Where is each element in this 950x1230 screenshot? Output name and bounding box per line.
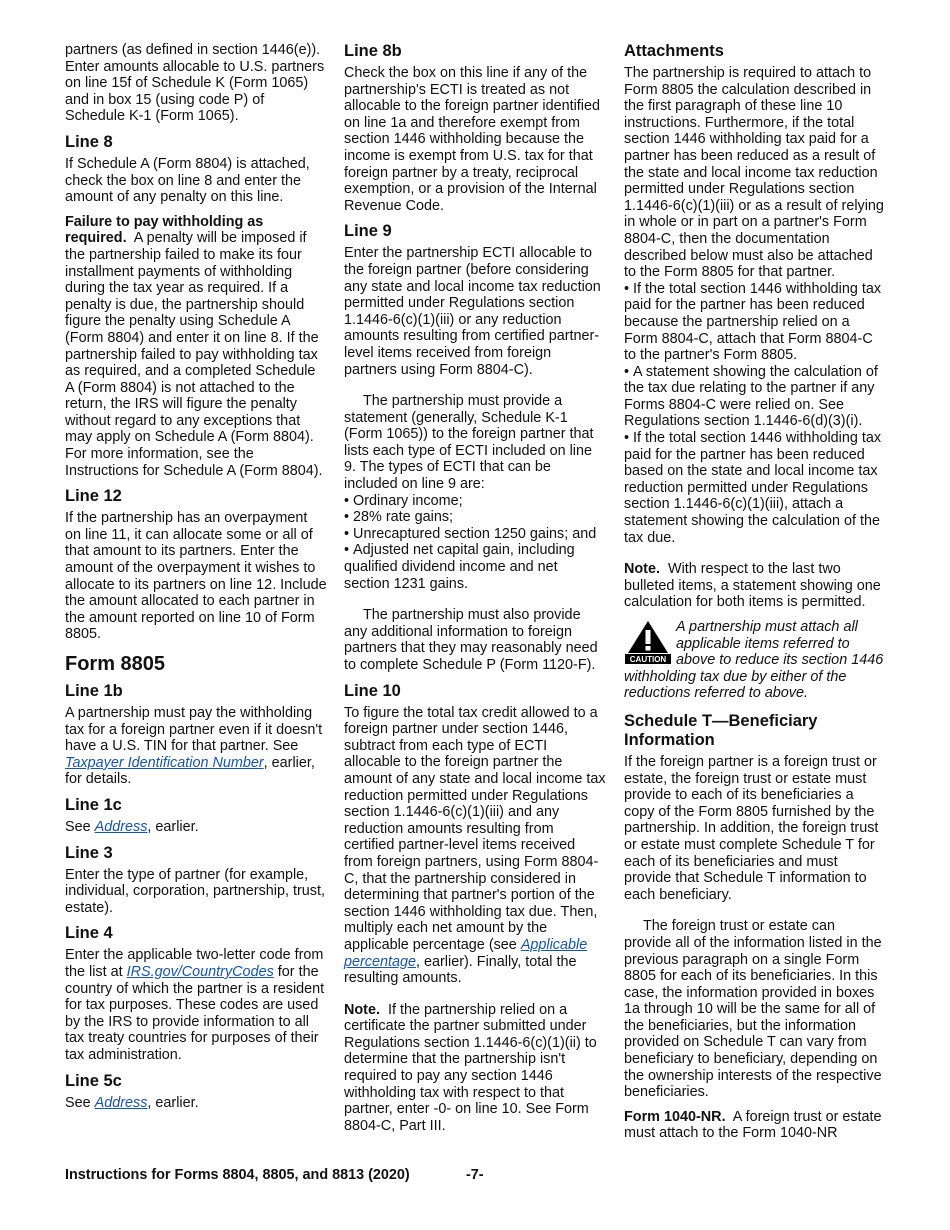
address-link[interactable]: Address [94, 1094, 148, 1111]
line-10-post: , earlier). Finally, total the resulting amounts. [344, 953, 577, 987]
list-item: • Unrecaptured section 1250 gains; and [344, 525, 597, 542]
heading-form-8805: Form 8805 [65, 653, 166, 675]
line-12-text: If the partnership has an overpayment on line 11, it can allocate some or all of that amount to its partners. Enter the amount of the overpayment it wishes to allocate to its partners on line 12. Include the amount allocated to each partner in the amount reported on line 10 of Form 8805. [65, 510, 327, 643]
list-item: • 28% rate gains; [344, 509, 454, 526]
failure-text: A penalty will be imposed if the partnership failed to make its four installment payments of withholding during the tax year as required. If a penalty is due, the partnership should figure the penalty using Schedule A (Form 8804) and enter it on line 8. If the partnership failed to pay withholding tax as required, and a completed Schedule A (Form 8804) is not attached to the return, the IRS will figure the penalty without regard to any exceptions that may apply on Schedule A (Form 8804). For more information, see the Instructions for Schedule A (Form 8804). [65, 230, 323, 479]
attachments-text: The partnership is required to attach to Form 8805 the calculation described in the first paragraph of these line 10 instructions. Furthermore, if the total section 1446 withholding tax paid for a partner has been reduced as a result of the state and local income tax reduction permitted under Regulations section 1.1446-6(c)(1)(iii) or as a result of relying in whole or in part on a partner's Form 8804-C, then the documentation described below must also be attached to the Form 8805 for that partner. [624, 65, 884, 281]
line-5c-pre: See [65, 1094, 95, 1111]
schedule-t-text-1: If the foreign partner is a foreign trust or estate, the foreign trust or estate must provide to each of its beneficiaries a copy of the Form 8805 furnished by the partnership. In addition, the foreign trust or estate must complete Schedule T for each of its beneficiaries and must provide that Schedule T information to each beneficiary. [624, 753, 879, 903]
country-codes-link[interactable]: IRS.gov/CountryCodes [126, 963, 274, 980]
heading-line-10: Line 10 [344, 681, 401, 700]
line-1c-post: , earlier. [147, 818, 199, 835]
note-paragraph [344, 1002, 606, 1135]
column-1 [65, 42, 327, 1119]
line-10-text [344, 705, 606, 987]
taxpayer-id-link[interactable]: Taxpayer Identification Number [65, 754, 264, 771]
caution-triangle-icon [624, 619, 672, 665]
address-link[interactable]: Address [94, 818, 148, 835]
attachments-list [624, 281, 886, 547]
line-4-text [65, 947, 327, 1063]
list-item: • Ordinary income; [344, 492, 463, 509]
line-1b-pre: A partnership must pay the withholding tax for a foreign partner even if it doesn't have a U.S. TIN for that partner. See [65, 705, 323, 755]
heading-line-8: Line 8 [65, 132, 113, 151]
note-text: With respect to the last two bulleted items, a statement showing one calculation for both items is permitted. [624, 561, 881, 611]
note-text: If the partnership relied on a certificate the partner submitted under Regulations section 1.1446-6(c)(1)(ii) to determine that the partnership isn't required to pay any section 1446 withholding tax with respect to that partner, enter -0- on line 10. See Form 8804-C, Part III. [344, 1001, 597, 1134]
line-4-pre: Enter the applicable two-letter code from the list at [65, 947, 324, 980]
applicable-percentage-link[interactable]: Applicable percentage [344, 936, 588, 970]
column-2 [344, 42, 606, 1142]
schedule-t-text-2: The foreign trust or estate can provide all of the information listed in the previous paragraph on a single Form 8805 for each of its beneficiaries. In this case, the information provided in boxes 1a through 10 will be the same for all of the beneficiaries, but the information provided on Schedule T can vary from beneficiary to beneficiary, depending on the ownership interests of the respective beneficiaries. [624, 918, 882, 1101]
line-9-text-3: The partnership must also provide any additional information to foreign partners that they may reasonably need to complete Schedule P (Form 1120-F). [344, 607, 598, 673]
form-1040nr-text: A foreign trust or estate must attach to the Form 1040-NR [624, 1108, 882, 1142]
heading-line-5c: Line 5c [65, 1071, 122, 1090]
line-9-text-2: The partnership must provide a statement (generally, Schedule K-1 (Form 1065)) to the foreign partner that lists each type of ECTI included on line 9. The types of ECTI that can be included on line 9 are: [344, 393, 594, 493]
schedule-t-heading-line-2: Information [624, 730, 715, 749]
paragraph-continued: partners (as defined in section 1446(e)). Enter amounts allocable to U.S. partners on line 15f of Schedule K (Form 1065) and in box 15 (using code P) of Schedule K-1 (Form 1065). [65, 42, 325, 125]
note-paragraph [624, 561, 886, 611]
page-number: -7- [466, 1167, 484, 1183]
caution-box [624, 619, 886, 702]
form-1040nr-lead: Form 1040-NR. [624, 1108, 726, 1125]
heading-line-9: Line 9 [344, 222, 392, 241]
footer-title: Instructions for Forms 8804, 8805, and 8813 (2020) [65, 1167, 410, 1183]
heading-line-1b: Line 1b [65, 682, 123, 700]
heading-line-4: Line 4 [65, 924, 113, 943]
ecti-type-list [344, 493, 606, 593]
line-10-pre: To figure the total tax credit allowed to a foreign partner under section 1446, subtract from each type of ECTI allocable to the foreign partner the amount of any state and local income tax reduction permitted under Regulations section 1.1446-6(c)(1)(iii) and any reduction amounts resulting from certified partner-level items received from foreign partners, using Form 8804-C, that the partnership considered in determining that partner's portion of the section 1446 withholding tax due. Then, multiply each net amount by the applicable percentage (see [344, 704, 606, 953]
heading-line-8b: Line 8b [344, 42, 402, 60]
heading-attachments: Attachments [624, 42, 724, 60]
heading-line-1c: Line 1c [65, 795, 122, 814]
list-item: • A statement showing the calculation of the tax due relating to the partner if any Forms 8804-C were relied on. See Regulations section 1.1446-6(d)(3)(i). [624, 363, 878, 430]
list-item: • If the total section 1446 withholding tax paid for the partner has been reduced because the partnership relied on a Form 8804-C, attach that Form 8804-C to the partner's Form 8805. [624, 280, 882, 364]
failure-paragraph [65, 214, 327, 480]
note-lead: Note. [624, 561, 660, 578]
line-4-post: for the country of which the partner is a resident for tax purposes. These codes are used by the IRS to provide information to all tax treaty countries for purposes of their tax administration. [65, 963, 325, 1063]
form-1040nr-paragraph [624, 1109, 886, 1142]
line-1b-text [65, 705, 327, 788]
caution-label: CAUTION [629, 655, 667, 664]
heading-schedule-t [624, 712, 886, 750]
line-5c-post: , earlier. [147, 1094, 199, 1111]
line-1b-post: , earlier, for details. [65, 754, 315, 788]
line-1c-text [65, 819, 327, 836]
schedule-t-heading-line-1: Schedule T—Beneficiary [624, 711, 818, 730]
heading-line-3: Line 3 [65, 843, 113, 862]
line-9-text-1: Enter the partnership ECTI allocable to the foreign partner (before considering any state and local income tax reduction permitted under Regulations section 1.1446-6(c)(1)(iii) or any reduction amounts resulting from certified partner-level items received from foreign partners using Form 8804-C). [344, 245, 601, 378]
line-8-text: If Schedule A (Form 8804) is attached, check the box on line 8 and enter the amount of any penalty on this line. [65, 155, 310, 206]
failure-lead: Failure to pay withholding as required. [65, 213, 264, 247]
list-item: • If the total section 1446 withholding tax paid for the partner has been reduced based on the state and local income tax reduction permitted under Regulations section 1.1446-6(c)(1)(iii), attach a statement showing the calculation of the tax due. [624, 430, 882, 546]
line-8b-text: Check the box on this line if any of the partnership's ECTI is treated as not allocable to the foreign partner identified on line 1a and therefore exempt from section 1446 withholding because the income is exempt from U.S. tax for that foreign partner by a treaty, reciprocal exemption, or a provision of the Internal Revenue Code. [344, 65, 601, 214]
line-5c-text [65, 1095, 327, 1112]
caution-text: A partnership must attach all applicable items referred to above to reduce its section 1446 withholding tax due by either of the reductions referred to above. [624, 619, 884, 702]
column-3 [624, 42, 886, 1150]
line-1c-pre: See [65, 818, 95, 835]
line-3-text: Enter the type of partner (for example, individual, corporation, partnership, trust, estate). [65, 866, 325, 916]
heading-line-12: Line 12 [65, 487, 122, 506]
list-item: • Adjusted net capital gain, including qualified dividend income and net section 1231 gains. [344, 542, 575, 592]
note-lead: Note. [344, 1001, 380, 1018]
